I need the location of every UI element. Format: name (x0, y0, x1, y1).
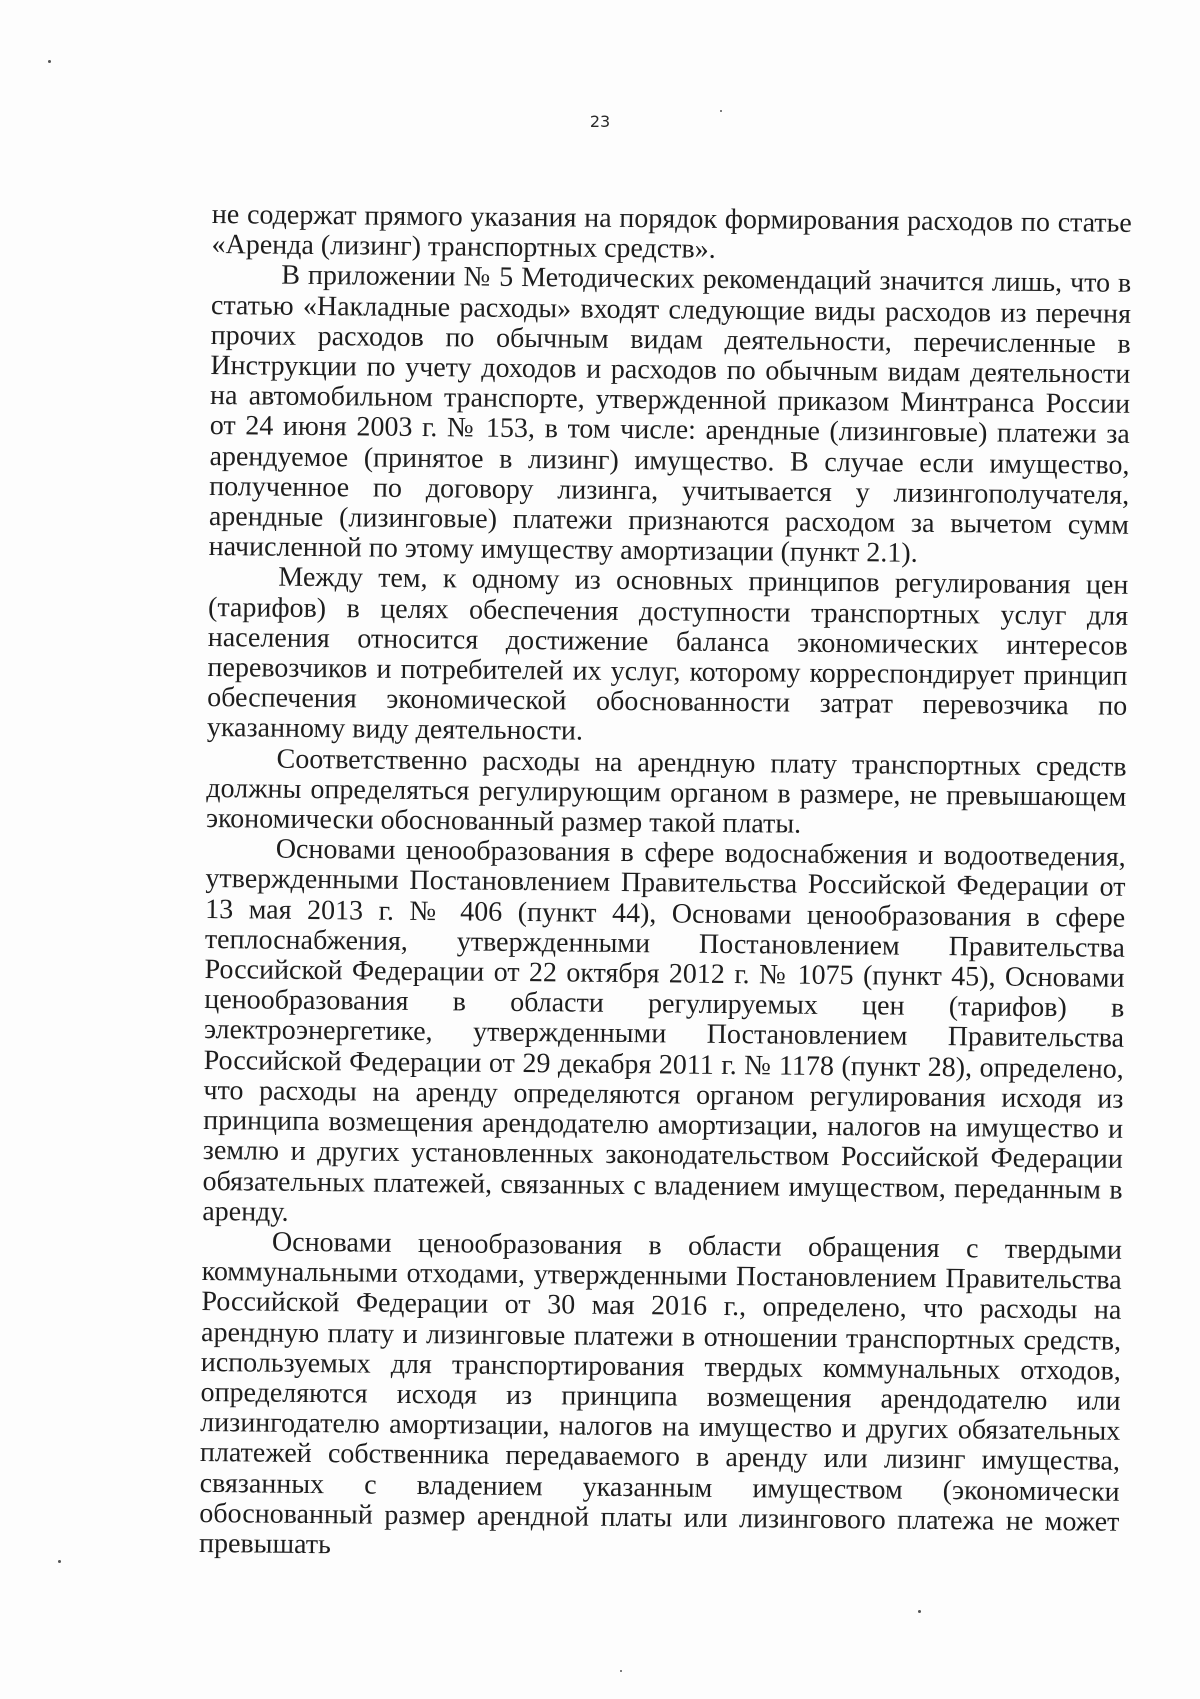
page-number: 23 (589, 112, 611, 131)
document-body (199, 200, 1132, 1568)
paragraph-continuation: не содержат прямого указания на порядок формирования расходов по статье «Аренда (лизинг) транспортных средств». (211, 199, 1132, 266)
scan-speck (918, 1610, 921, 1613)
scan-speck (620, 1670, 622, 1672)
scan-speck (58, 1560, 61, 1563)
scan-speck (48, 60, 51, 63)
paragraph-appendix-5: В приложении № 5 Методических рекомендаций значится лишь, что в статью «Накладные расходы» входят следующие виды расходов из перечня прочих расходов по обычным видам деятельности, перечисленные в Инструкции по учету доходов и расходов по обычным видам деятельности на автомобильном транспорте, утвержденной приказом Минтранса России от 24 июня 2003 г. № 153, в том числе: арендные (лизинговые) платежи за арендуемое (принятое в лизинг) имущество. В случае если имущество, полученное по договору лизинга, учитывается у лизингополучателя, арендные (лизинговые) платежи признаются расходом за вычетом сумм начисленной по этому имуществу амортизации (пункт 2.1). (208, 260, 1132, 570)
paragraph-pricing-basics: Основами ценообразования в сфере водоснабжения и водоотведения, утвержденными Постановлением Правительства Российской Федерации от 13 мая 2013 г. № 406 (пункт 44), Основами ценообразования в сфере теплоснабжения, утвержденными Постановлением Правительства Российской Федерации от 22 октября 2012 г. № 1075 (пункт 45), Основами ценообразования в области регулируемых цен (тарифов) в электроэнергетике, утвержденными Постановлением Правительства Российской Федерации от 29 декабря 2011 г. № 1178 (пункт 28), определено, что расходы на аренду определяются органом регулирования исходя из принципа возмещения арендодателю амортизации, налогов на имущество и землю и других установленных законодательством Российской Федерации обязательных платежей, связанных с владением имуществом, переданным в аренду. (202, 833, 1126, 1228)
paragraph-solid-waste: Основами ценообразования в области обращения с твердыми коммунальными отходами, утвержденными Постановлением Правительства Российской Федерации от 30 мая 2016 г., определено, что расходы на арендную плату и лизинговые платежи в отношении транспортных средств, используемых для транспортирования твердых коммунальных отходов, определяются исходя из принципа возмещения арендодателю или лизингодателю амортизации, налогов на имущество и других обязательных платежей собственника передаваемого в аренду или лизинг имущества, связанных с владением указанным имуществом (экономически обоснованный размер арендной платы или лизингового платежа не может превышать (198, 1226, 1123, 1561)
paragraph-regulation-principles: Между тем, к одному из основных принципов регулирования цен (тарифов) в целях обеспечения доступности транспортных услуг для населения относится достижение баланса экономических интересов перевозчиков и потребителей их услуг, которому корреспондирует принцип обеспечения экономической обоснованности затрат перевозчика по указанному виду деятельности. (206, 562, 1129, 748)
paragraph-rent-expenses: Соответственно расходы на арендную плату транспортных средств должны определяться регулирующим органом в размере, не превышающем экономически обоснованный размер такой платы. (205, 743, 1127, 840)
scan-speck (720, 110, 722, 112)
